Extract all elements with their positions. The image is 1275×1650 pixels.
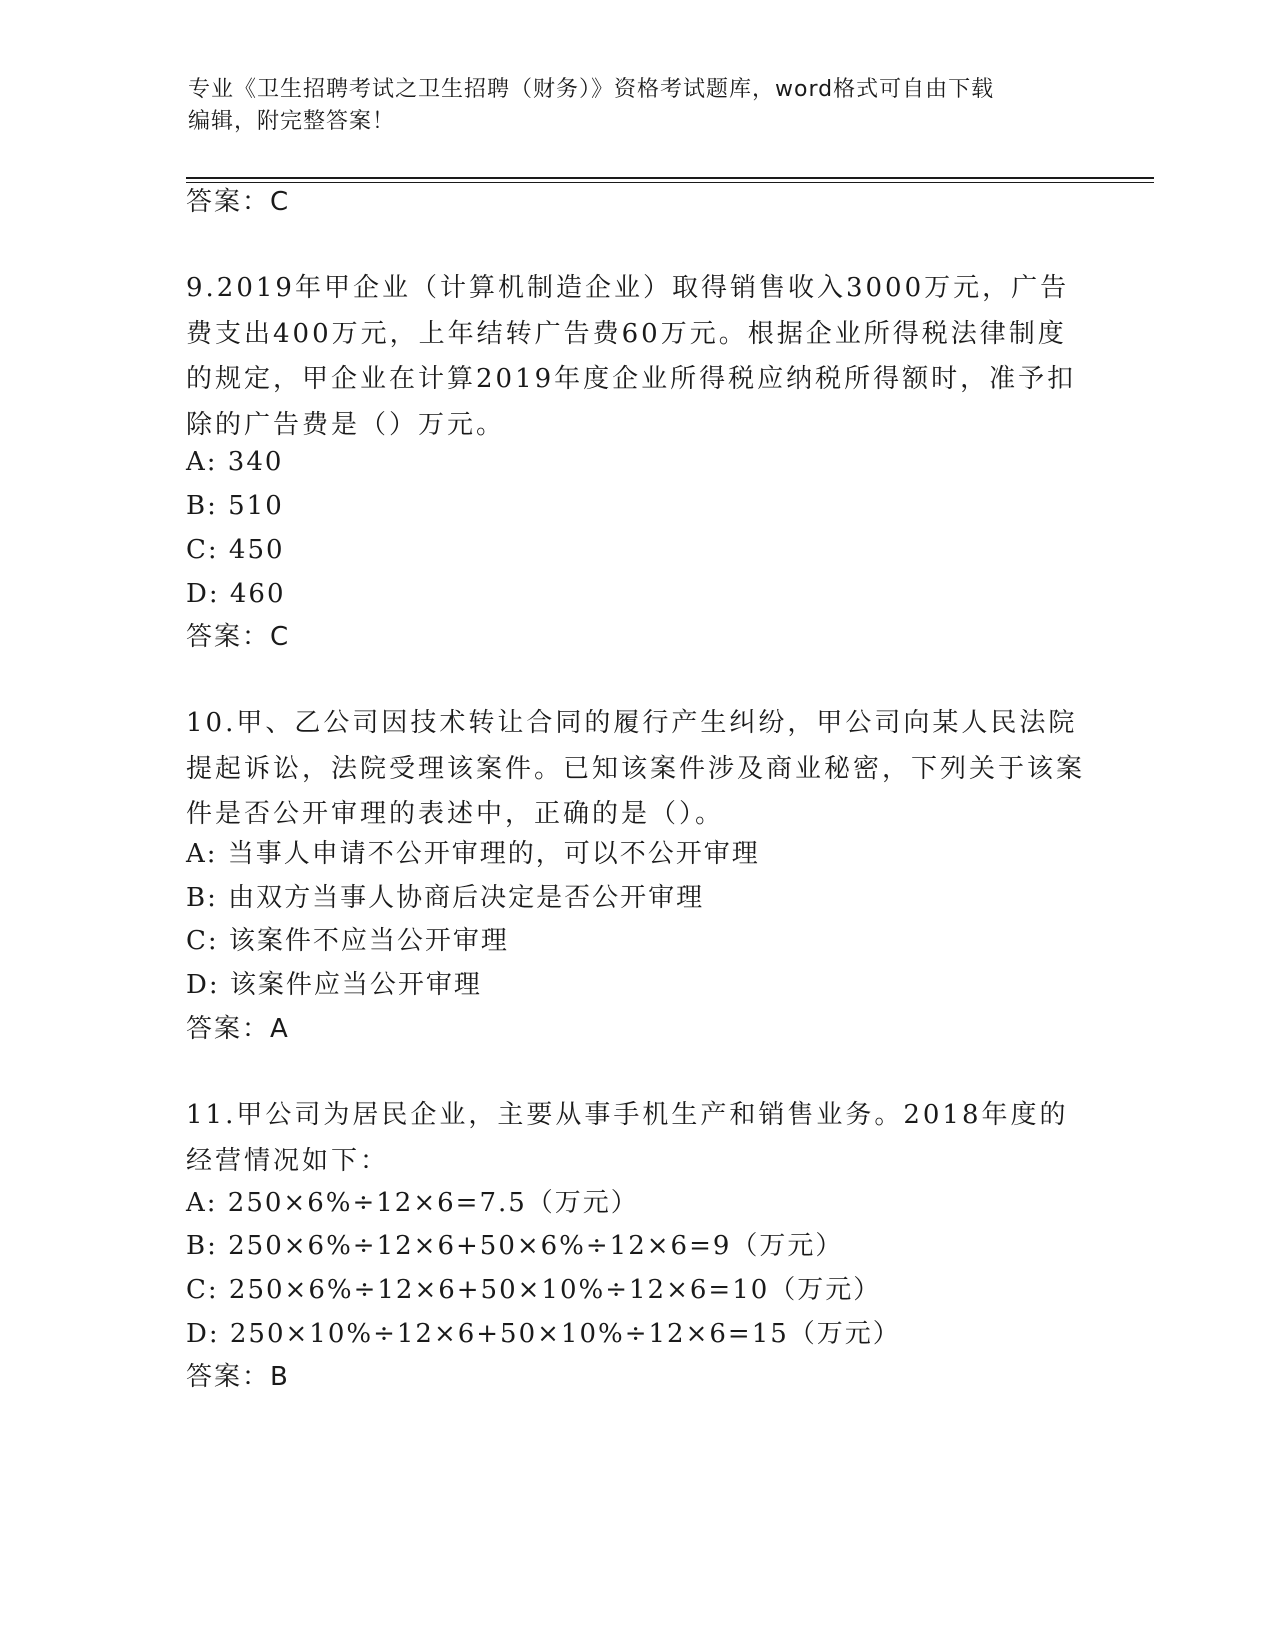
- previous-answer: 答案：C: [186, 187, 291, 217]
- question-9-option-d: D: 460: [186, 579, 286, 609]
- question-11-option-a: A: 250×6%÷12×6=7.5（万元）: [186, 1188, 639, 1218]
- question-10-option-c: C: 该案件不应当公开审理: [186, 926, 509, 956]
- question-9-option-a: A: 340: [186, 447, 284, 477]
- question-11-text: 11.甲公司为居民企业，主要从事手机生产和销售业务。2018年度的经营情况如下：: [186, 1100, 1069, 1176]
- question-11-answer: 答案：B: [186, 1362, 290, 1392]
- header-rule-thin: [186, 182, 1154, 183]
- question-10-option-b: B: 由双方当事人协商后决定是否公开审理: [186, 883, 705, 913]
- question-11-option-b: B: 250×6%÷12×6+50×6%÷12×6=9（万元）: [186, 1231, 844, 1261]
- question-10-text: 10.甲、乙公司因技术转让合同的履行产生纠纷，甲公司向某人民法院提起诉讼，法院受理该案件。已知该案件涉及商业秘密，下列关于该案件是否公开审理的表述中，正确的是（）。: [186, 708, 1086, 829]
- header-line-2: 编辑，附完整答案！: [188, 109, 396, 134]
- header-rule-thick: [186, 177, 1154, 179]
- question-11-option-c: C: 250×6%÷12×6+50×10%÷12×6=10（万元）: [186, 1275, 882, 1305]
- question-10-answer: 答案：A: [186, 1014, 290, 1044]
- document-header: [188, 74, 1068, 138]
- question-9-text: 9.2019年甲企业（计算机制造企业）取得销售收入3000万元，广告费支出400万元，上年结转广告费60万元。根据企业所得税法律制度的规定，甲企业在计算2019年度企业所得税应纳税所得额时，准予扣除的广告费是（）万元。: [186, 273, 1077, 440]
- question-10-option-d: D: 该案件应当公开审理: [186, 970, 482, 1000]
- question-11-option-d: D: 250×10%÷12×6+50×10%÷12×6=15（万元）: [186, 1319, 901, 1349]
- question-9-answer: 答案：C: [186, 622, 291, 652]
- question-10-option-a: A: 当事人申请不公开审理的，可以不公开审理: [186, 839, 760, 869]
- question-9-option-c: C: 450: [186, 535, 285, 565]
- header-line-1: 专业《卫生招聘考试之卫生招聘（财务）》资格考试题库，word格式可自由下载: [188, 77, 995, 102]
- question-9-option-b: B: 510: [186, 491, 284, 521]
